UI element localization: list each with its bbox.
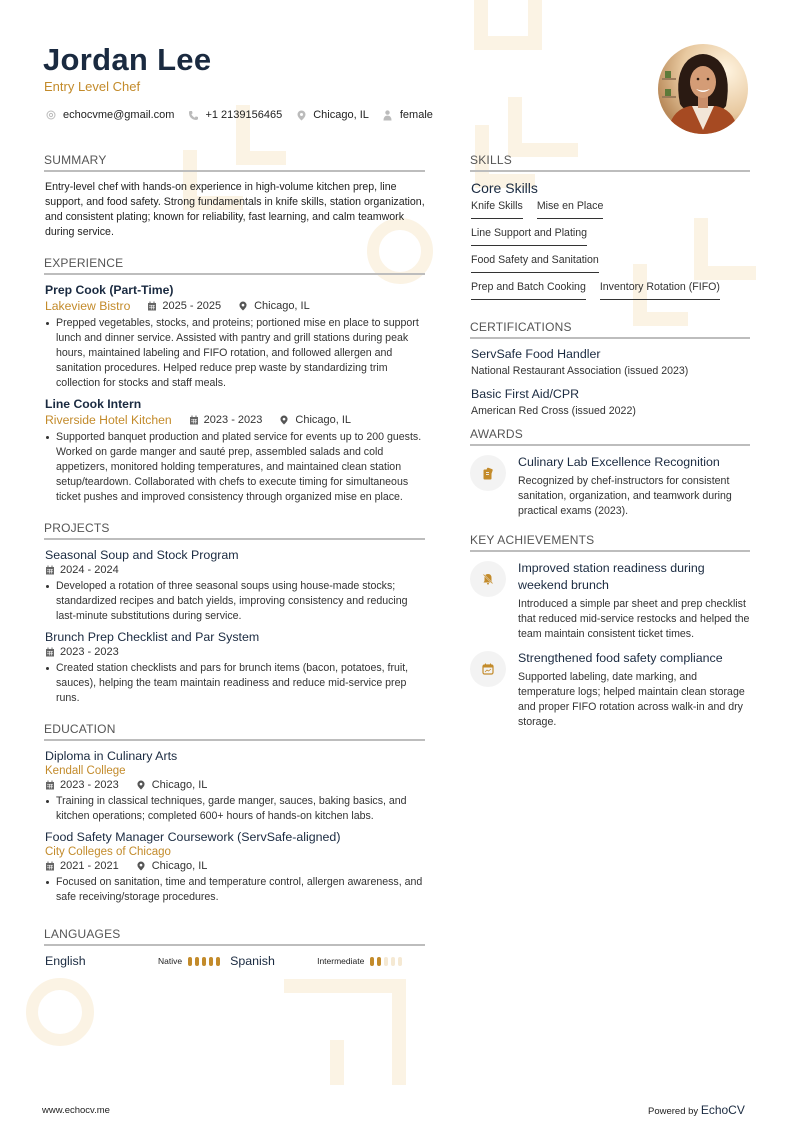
rating-dot-empty	[391, 957, 395, 966]
language-rating	[188, 957, 223, 966]
skills-group-title: Core Skills	[471, 180, 538, 196]
company-name: Lakeview Bistro	[45, 299, 131, 313]
job-location: Chicago, IL	[280, 414, 351, 426]
at-sign-icon	[45, 109, 57, 121]
education-item	[44, 830, 425, 905]
project-name: Seasonal Soup and Stock Program	[45, 548, 239, 562]
achievement-description: Introduced a simple par sheet and prep checklist that reduced mid-service restocks and helped the team maintain consistent ticket times.	[518, 598, 750, 640]
location-pin-icon	[137, 780, 147, 790]
education-location: Chicago, IL	[137, 860, 208, 872]
language-level: Native	[158, 956, 183, 966]
achievement-item	[470, 560, 750, 642]
calendar-icon	[45, 780, 55, 790]
location-pin-icon	[137, 861, 147, 871]
contact-location	[295, 109, 369, 121]
language-rating	[370, 957, 405, 966]
bullet-item: Supported banquet production and plated service for events up to 200 guests. Worked on garde manger and sauté prep, assembled salads and cold appetizers, monitored holding temperatures, and maintained clean station setup/teardown. Collaborated with chefs to execute timing for simultaneous ticket pushes and improved consistency through organized mise en place.	[45, 430, 425, 505]
languages-row	[44, 954, 425, 968]
job-bullets	[44, 316, 425, 391]
projects-section	[44, 521, 425, 706]
school-name: Kendall College	[45, 765, 126, 777]
rating-dot-filled	[370, 957, 374, 966]
date-range: 2024 - 2024	[45, 564, 119, 576]
date-range: 2023 - 2023	[45, 646, 119, 658]
certification-issuer: National Restaurant Association (issued 2023)	[471, 365, 689, 377]
avatar	[658, 44, 748, 134]
rating-dot-filled	[377, 957, 381, 966]
job-bullets	[44, 430, 425, 505]
contact-phone[interactable]	[187, 109, 282, 121]
skills-section	[470, 153, 750, 308]
summary-heading: SUMMARY	[44, 153, 425, 172]
achievement-description: Supported labeling, date marking, and temperature logs; helped maintain clean storage and proper FIFO rotation across walk-in and dry storage.	[518, 671, 745, 728]
bell-slash-icon	[470, 561, 506, 597]
experience-section	[44, 256, 425, 505]
project-item	[44, 548, 425, 624]
project-meta	[44, 564, 425, 576]
calendar-icon	[189, 415, 199, 425]
bullet-item: Focused on sanitation, time and temperature control, allergen awareness, and safe receiving/storage procedures.	[45, 875, 425, 905]
location-pin-icon	[239, 301, 249, 311]
footer-website-link[interactable]: www.echocv.me	[42, 1105, 110, 1116]
language-level: Intermediate	[317, 956, 365, 966]
skill-chip: Prep and Batch Cooking	[471, 281, 586, 300]
school-name: City Colleges of Chicago	[45, 846, 171, 858]
job-location: Chicago, IL	[239, 300, 310, 312]
rating-dot-filled	[195, 957, 199, 966]
award-item	[470, 454, 750, 519]
achievement-item	[470, 650, 750, 730]
bullet-item: Training in classical techniques, garde manger, sauces, baking basics, and kitchen operations; completed 600+ hours of hands-on kitchen labs.	[45, 794, 425, 824]
person-icon	[382, 109, 394, 121]
project-bullets	[44, 661, 425, 706]
rating-dot-filled	[209, 957, 213, 966]
right-column	[470, 153, 750, 746]
left-column	[44, 153, 425, 984]
location-text: Chicago, IL	[313, 109, 369, 121]
project-name: Brunch Prep Checklist and Par System	[45, 630, 260, 644]
education-meta	[44, 860, 425, 872]
education-heading: EDUCATION	[44, 722, 425, 741]
calendar-icon	[45, 861, 55, 871]
skill-chip: Inventory Rotation (FIFO)	[600, 281, 720, 300]
contact-gender	[382, 109, 433, 121]
experience-item	[44, 397, 425, 505]
contact-email[interactable]	[45, 109, 174, 121]
date-range: 2023 - 2023	[45, 779, 119, 791]
calendar-icon	[45, 565, 55, 575]
job-meta	[44, 413, 425, 427]
job-title: Prep Cook (Part-Time)	[45, 283, 174, 297]
achievement-title: Strengthened food safety compliance	[518, 651, 723, 665]
language-name: Spanish	[230, 954, 275, 968]
candidate-name: Jordan Lee	[43, 42, 212, 77]
location-pin-icon	[280, 415, 290, 425]
brand-name: EchoCV	[700, 1103, 745, 1117]
achievement-title: Improved station readiness during weekend brunch	[518, 561, 705, 592]
email-text: echocvme@gmail.com	[63, 109, 175, 121]
skills-list	[470, 200, 750, 308]
education-section	[44, 722, 425, 905]
experience-heading: EXPERIENCE	[44, 256, 425, 275]
date-range: 2025 - 2025	[147, 300, 221, 312]
degree-name: Food Safety Manager Coursework (ServSafe-aligned)	[45, 830, 341, 844]
certification-issuer: American Red Cross (issued 2022)	[471, 405, 636, 417]
date-range: 2021 - 2021	[45, 860, 119, 872]
certification-item	[470, 387, 750, 417]
language-name: English	[45, 954, 86, 968]
skill-chip: Mise en Place	[537, 200, 604, 219]
summary-text: Entry-level chef with hands-on experience in high-volume kitchen prep, line support, and food safety. Strong fundamentals in knife skills, station organization, and consistent plating; known for reliability, fast learning, and calm teamwork during service.	[45, 181, 425, 238]
skill-chip: Line Support and Plating	[471, 227, 587, 246]
calendar-chart-icon	[470, 651, 506, 687]
location-pin-icon	[295, 109, 307, 121]
rating-dot-filled	[188, 957, 192, 966]
awards-heading: AWARDS	[470, 427, 750, 446]
skill-chip: Knife Skills	[471, 200, 523, 219]
calendar-icon	[45, 647, 55, 657]
project-meta	[44, 646, 425, 658]
job-meta	[44, 299, 425, 313]
rating-dot-empty	[398, 957, 402, 966]
phone-text: +1 2139156465	[205, 109, 283, 121]
project-bullets	[44, 579, 425, 624]
phone-icon	[187, 109, 199, 121]
clipboard-icon	[470, 455, 506, 491]
certification-name: Basic First Aid/CPR	[471, 387, 580, 401]
job-title: Line Cook Intern	[45, 397, 142, 411]
bullet-item: Prepped vegetables, stocks, and proteins; portioned mise en place to support lunch and dinner service. Assisted with pantry and grill stations during peak hours, maintained labeling and FIFO rotation, and followed allergen and sanitation procedures. Helped reduce prep waste by standardizing trim collection for stocks and staff meals.	[45, 316, 425, 391]
footer-powered-by[interactable]	[648, 1103, 745, 1117]
company-name: Riverside Hotel Kitchen	[45, 413, 172, 427]
award-description: Recognized by chef-instructors for consistent sanitation, organization, and teamwork during practical exams (2023).	[518, 475, 732, 517]
certifications-heading: CERTIFICATIONS	[470, 320, 750, 339]
contact-row	[45, 109, 446, 121]
languages-heading: LANGUAGES	[44, 927, 425, 946]
languages-section	[44, 927, 425, 968]
achievements-heading: KEY ACHIEVEMENTS	[470, 533, 750, 552]
gender-text: female	[399, 109, 433, 121]
summary-section	[44, 153, 425, 240]
rating-dot-filled	[216, 957, 220, 966]
education-meta	[44, 779, 425, 791]
education-bullets	[44, 875, 425, 905]
achievements-section	[470, 533, 750, 730]
projects-heading: PROJECTS	[44, 521, 425, 540]
education-location: Chicago, IL	[137, 779, 208, 791]
award-title: Culinary Lab Excellence Recognition	[518, 455, 720, 469]
bullet-item: Developed a rotation of three seasonal soups using house-made stocks; standardized recipes and batch yields, improving consistency and reducing last-minute substitutions during service.	[45, 579, 425, 624]
bullet-item: Created station checklists and pars for brunch items (bacon, potatoes, fruit, sauces), helping the team maintain readiness and reduce mid-service prep runs.	[45, 661, 425, 706]
candidate-role: Entry Level Chef	[44, 79, 141, 94]
certifications-section	[470, 320, 750, 417]
education-item	[44, 749, 425, 824]
education-bullets	[44, 794, 425, 824]
experience-item	[44, 283, 425, 391]
awards-section	[470, 427, 750, 519]
powered-by-label: Powered by	[648, 1106, 699, 1117]
certification-name: ServSafe Food Handler	[471, 347, 601, 361]
date-range: 2023 - 2023	[189, 414, 263, 426]
skills-heading: SKILLS	[470, 153, 750, 172]
rating-dot-filled	[202, 957, 206, 966]
rating-dot-empty	[384, 957, 388, 966]
skill-chip: Food Safety and Sanitation	[471, 254, 599, 273]
calendar-icon	[147, 301, 157, 311]
project-item	[44, 630, 425, 706]
degree-name: Diploma in Culinary Arts	[45, 749, 178, 763]
certification-item	[470, 347, 750, 377]
